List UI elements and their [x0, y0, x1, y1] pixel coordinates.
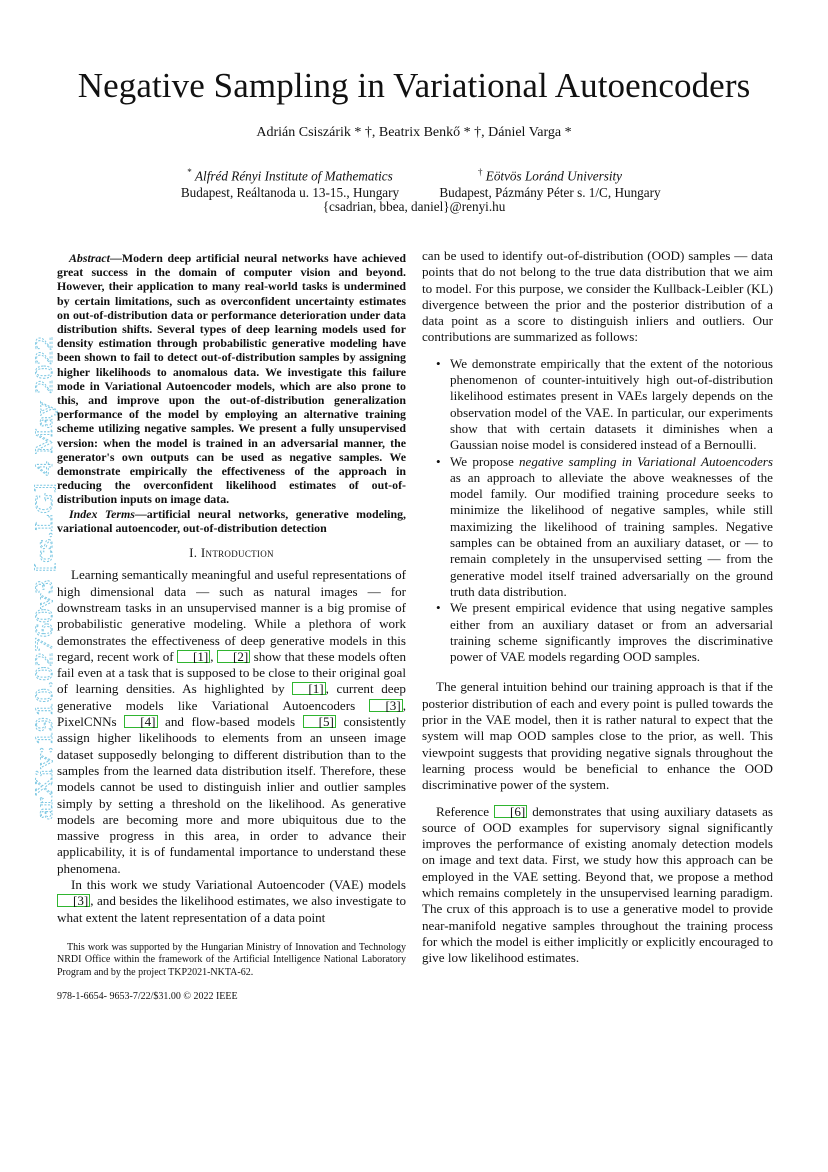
affiliation-mark: †: [477, 167, 483, 177]
text: Learning semantically meaningful and useful representations of high dimensional data — such as natural images — for downstream tasks in an unsupervised manner is a big promise of probabilistic generative modeling. While a plethora of work demonstrates the effectiveness of deep generative models in this regard, recent work of: [57, 567, 406, 664]
citation-link[interactable]: [6]: [494, 805, 527, 818]
text: as an approach to alleviate the above weaknesses of the model family. Our modified training procedure seeks to minimize the likelihood of negative samples, while still maximizing the likelihood of training samples. Negative samples can be obtained from an auxiliary dataset, or — to remain completely in the unsupervised setting — from the generative model itself trained adversarially on the ground truth data distribution.: [450, 469, 773, 599]
text: ,: [210, 648, 217, 664]
citation-link[interactable]: [5]: [303, 715, 336, 728]
arxiv-stamp: [14, 334, 62, 822]
text: consistently assign higher likelihoods to elements from an unseen image dataset supposedly belonging to different distribution than to the samples from the learned data distribution itself. Therefore, these models cannot be used to distinguish inlier and outlier samples simply by setting a threshold on the likelihood. As generative models are becoming more and more ubiquitous due to the massive progress in this area, in order to advance their applicability, it is of fundamental importance to understand these phenomena.: [57, 714, 407, 876]
arxiv-stamp-text: arXiv:1910.02760v3 [cs.LG] 4 May 2022: [31, 402, 58, 820]
section-heading: [57, 545, 406, 561]
text: can be used to identify out-of-distribution (OOD) samples — data points that do not belong to the true data distribution that we aim to model. For this purpose, we consider the Kullback-Leibler (KL) divergence between the prior and the posterior distribution of a data point as a score to distinguish inliers and outliers. Our contributions are summarized as follows:: [422, 248, 773, 345]
emphasis: negative sampling in Variational Autoencoders: [518, 453, 773, 469]
citation-link[interactable]: [1]: [177, 650, 210, 663]
index-terms: [57, 507, 406, 535]
list-item: • We demonstrate empirically that the extent of the notorious phenomenon of counter-intuitively high out-of-distribution likelihood estimates present in VAEs largely depends on the observation model of the VAE. In particular, our experiments show that with certain datasets it diminishes when a Gaussian noise model is considered instead of a Bernoulli.: [436, 355, 773, 453]
text: , and besides the likelihood estimates, we also investigate to what extent the latent representation of a data point: [57, 893, 406, 925]
author-emails: {csadrian, bbea, daniel}@renyi.hu: [322, 199, 506, 214]
contribution-list: [422, 356, 773, 666]
citation-link[interactable]: [4]: [124, 715, 157, 728]
intro-paragraph-2b: [422, 248, 773, 346]
abstract: [57, 251, 406, 507]
intro-paragraph-2a: [57, 877, 406, 926]
list-item: • We propose negative sampling in Variational Autoencoders as an approach to alleviate the above weaknesses of the model family. Our modified training procedure seeks to minimize the likelihood of negative samples, while still maximizing the likelihood of training samples. Negative samples can be obtained from an auxiliary dataset, or — to remain completely in the unsupervised setting — from the generative model itself trained adversarially on the ground truth data distribution.: [436, 453, 773, 599]
text: show that these models often fail even at a task that is supposed to be close to their original goal of learning densities. As highlighted by: [57, 648, 407, 697]
intro-paragraph-4: [422, 804, 773, 967]
text: We present empirical evidence that using negative samples either from an auxiliary dataset or from an adversarial training scheme significantly improves the discriminative power of VAE models regarding OOD samples.: [450, 600, 773, 665]
text: Reference: [436, 803, 495, 819]
affiliation-2: [420, 164, 680, 201]
index-terms-label: Index Terms: [69, 506, 135, 521]
abstract-label: Abstract: [69, 251, 110, 265]
section-number: I.: [189, 545, 198, 561]
copyright-notice: 978-1-6654- 9653-7/22/$31.00 © 2022 IEEE: [57, 991, 238, 1002]
text: , current deep generative models like Variational Autoencoders: [57, 681, 406, 713]
section-title: Introduction: [200, 545, 274, 561]
citation-link[interactable]: [1]: [292, 682, 325, 695]
text: , PixelCNNs: [57, 697, 406, 730]
citation-link[interactable]: [3]: [369, 699, 402, 712]
citation-link[interactable]: [2]: [217, 650, 250, 663]
affiliation-mark: *: [187, 167, 192, 177]
index-terms-text: —artificial neural networks, generative modeling, variational autoencoder, out-of-distribution detection: [57, 506, 406, 535]
affiliation-address: Budapest, Pázmány Péter s. 1/C, Hungary: [439, 185, 661, 201]
text: In this work we study Variational Autoencoder (VAE) models: [71, 877, 406, 892]
paper-title: Negative Sampling in Variational Autoencoders: [77, 66, 751, 105]
intro-paragraph-1: [57, 567, 406, 877]
text: demonstrates that using auxiliary datasets as source of OOD examples for supervisory signal significantly improves the performance of existing anomaly detection models on image and text data. First, we study how this approach can be employed in the VAE setting. Beyond that, we propose a method which remains completely in the unsupervised learning paradigm. The crux of this approach is to use a generative model to provide near-manifold negative samples throughout the training process for which the model is either implicitly or explicitly encouraged to give low likelihood estimates.: [422, 803, 773, 966]
affiliation-address: Budapest, Reáltanoda u. 13-15., Hungary: [180, 185, 400, 201]
funding-footnote: This work was supported by the Hungarian Ministry of Innovation and Technology NRDI Office within the framework of the Artificial Intelligence National Laboratory Program and by the project TKP2021-NKTA-62.: [57, 942, 406, 978]
text: We propose: [450, 453, 519, 469]
left-column: [57, 251, 406, 926]
affiliation-institution: Alfréd Rényi Institute of Mathematics: [195, 168, 393, 184]
affiliation-1: [160, 164, 420, 201]
intro-paragraph-3: The general intuition behind our training approach is that if the posterior distribution of each and every point is pulled towards the prior in the VAE model, then it is rather natural to expect that the system will map OOD samples close to the prior, as well. This viewpoint suggests that providing negative signals throughout the learning process would be beneficial to enhance the OOD discriminative power of the system.: [422, 679, 773, 793]
list-item: • We present empirical evidence that using negative samples either from an auxiliary dataset or from an adversarial training scheme significantly improves the discriminative power of VAE models regarding OOD samples.: [436, 600, 773, 665]
affiliation-institution: Eötvös Loránd University: [485, 168, 623, 184]
abstract-text: —Modern deep artificial neural networks have achieved great success in the domain of computer vision and beyond. However, their application to many real-world tasks is undermined by certain limitations, such as overconfident uncertainty estimates on out-of-distribution data or performance deterioration under data distribution shifts. Several types of deep learning models used for density estimation through probabilistic generative modeling have been shown to fail to detect out-of-distribution samples by assigning higher likelihoods to anomalous data. We investigate this failure mode in Variational Autoencoder models, which are also prone to this, and improve upon the out-of-distribution generalization performance of the model by employing an alternative training scheme utilizing negative samples. We present a fully unsupervised version: when the model is trained in an adversarial manner, the generator's own outputs can be used as negative samples. We demonstrate empirically the effectiveness of the approach in reducing the overconfident likelihood estimates of out-of-distribution inputs on image data.: [57, 251, 406, 507]
text: We demonstrate empirically that the extent of the notorious phenomenon of counter-intuitively high out-of-distribution likelihood estimates present in VAEs largely depends on the observation model of the VAE. In particular, our experiments show that with certain datasets it diminishes when a Gaussian noise model is considered instead of a Bernoulli.: [450, 355, 773, 453]
text: and flow-based models: [157, 714, 303, 730]
right-column: [422, 248, 773, 966]
citation-link[interactable]: [3]: [57, 894, 90, 907]
author-list: Adrián Csiszárik * †, Beatrix Benkő * †, Dániel Varga *: [256, 125, 572, 140]
